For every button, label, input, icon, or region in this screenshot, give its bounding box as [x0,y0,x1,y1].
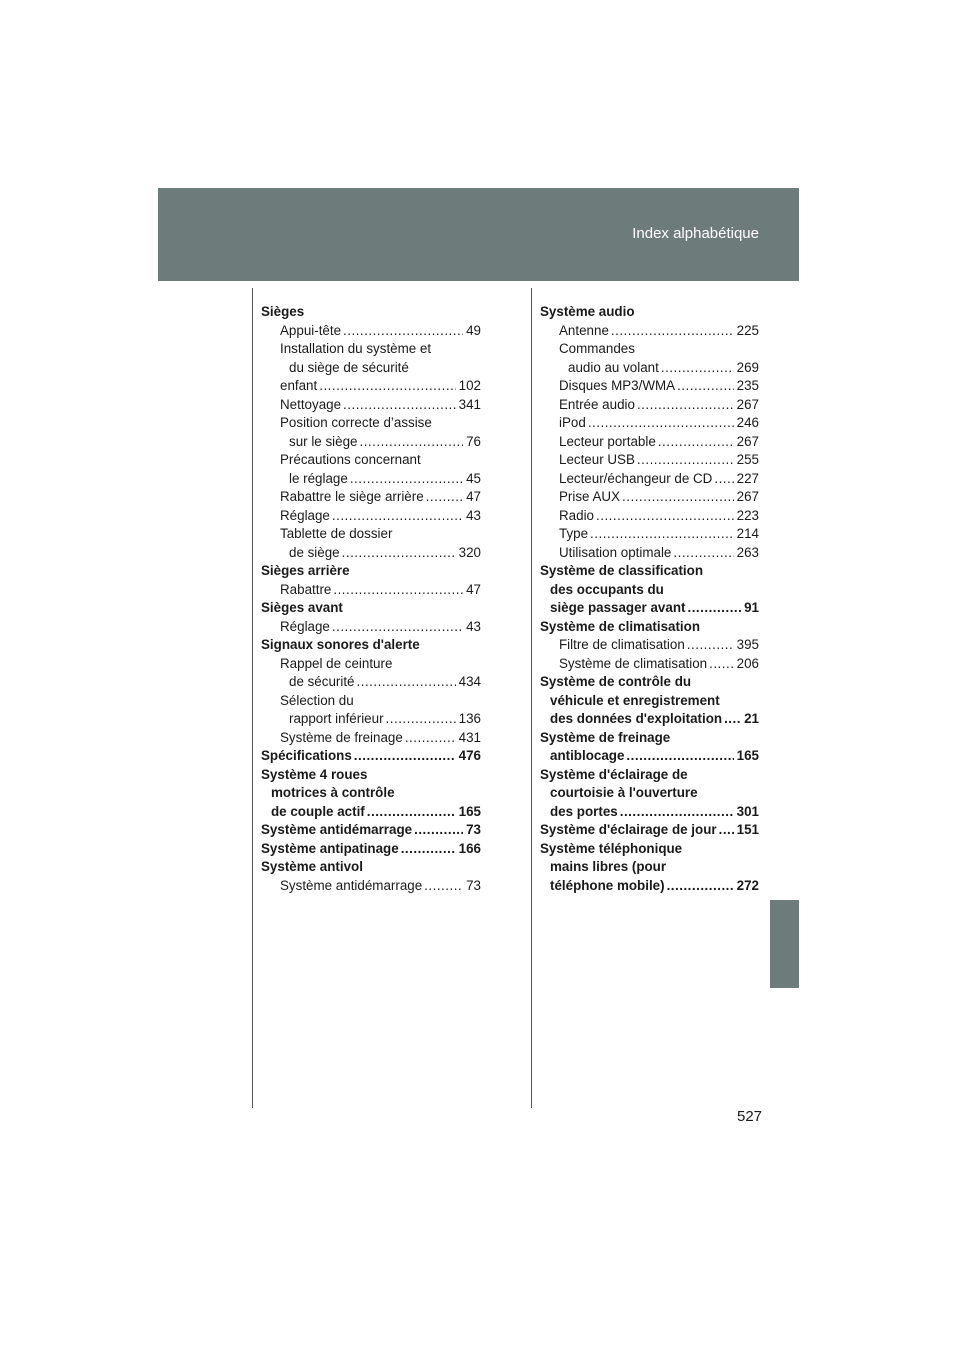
entry-page: 301 [736,803,759,819]
entry-page: 165 [458,803,481,819]
index-entry [540,821,759,840]
entry-page: 269 [736,359,759,375]
dot-leader [637,451,734,470]
entry-text: le réglage [289,470,348,486]
entry-page: 267 [736,489,759,504]
index-entry [540,525,759,544]
index-entry [261,322,481,341]
entry-page: 165 [736,748,759,763]
entry-page: 225 [736,322,759,338]
entry-page: 73 [466,822,481,837]
dot-leader [332,507,463,526]
entry-page: 246 [736,415,759,430]
index-entry [540,747,759,766]
index-heading: Système d'éclairage de [540,766,688,782]
index-entry [261,470,481,489]
dot-leader [596,507,734,526]
dot-leader [709,655,734,674]
index-heading: motrices à contrôle [271,785,395,800]
entry-page: 395 [736,637,759,652]
entry-text: Spécifications [261,748,352,763]
index-heading: Système de climatisation [540,618,701,634]
index-entry [261,377,481,396]
dot-leader [588,414,734,433]
dot-leader [611,322,734,341]
index-column-left [261,303,481,895]
index-subheading: Précautions concernant [280,452,421,467]
index-entry [540,359,759,378]
header-title: Index alphabétique [632,225,759,242]
entry-text: Appui-tête [280,322,342,338]
index-entry [261,840,481,859]
index-heading: Système de freinage [540,729,671,745]
dot-leader [405,729,456,748]
index-subheading: Sélection du [280,692,354,708]
dot-leader [414,821,463,840]
entry-page: 102 [458,378,481,393]
header-band [158,188,799,281]
entry-text: Rabattre [280,581,332,597]
index-entry [261,396,481,415]
entry-text: rapport inférieur [289,711,384,726]
index-heading: Système de contrôle du [540,674,692,689]
entry-page: 431 [458,729,481,745]
entry-page: 434 [458,674,481,689]
entry-page: 151 [736,822,759,837]
dot-leader [401,840,456,859]
dot-leader [667,877,734,896]
dot-leader [714,470,733,489]
entry-text: antiblocage [550,748,625,763]
dot-leader [357,673,456,692]
entry-text: Entrée audio [559,396,635,412]
index-entry [540,451,759,470]
entry-text: Disques MP3/WMA [559,378,676,393]
index-entry [540,396,759,415]
dot-leader [319,377,455,396]
index-entry [540,414,759,433]
index-entry [261,581,481,600]
dot-leader [333,581,463,600]
entry-text: Lecteur portable [559,433,656,449]
index-entry [540,488,759,507]
index-heading: Signaux sonores d'alerte [261,637,420,652]
entry-text: Réglage [280,618,330,634]
dot-leader [687,636,734,655]
entry-text: téléphone mobile) [550,877,665,893]
dot-leader [626,747,733,766]
index-subheading: Installation du système et [280,341,432,356]
index-heading: Système 4 roues [261,766,368,782]
dot-leader [637,396,734,415]
index-entry [261,821,481,840]
index-heading: Système de classification [540,563,703,578]
index-entry [261,507,481,526]
entry-text: des données d'exploitation [550,711,723,726]
index-heading: mains libres (pour [550,859,667,874]
index-heading: Système téléphonique [540,840,683,856]
entry-page: 21 [744,711,759,726]
entry-page: 320 [458,544,481,560]
entry-page: 263 [736,544,759,560]
dot-leader [724,710,741,729]
entry-text: Radio [559,507,594,523]
entry-text: Système de freinage [280,729,403,745]
index-entry [540,803,759,822]
entry-text: Filtre de climatisation [559,637,685,652]
entry-text: Système d'éclairage de jour [540,822,717,837]
entry-text: enfant [280,378,318,393]
section-tab [770,900,799,988]
entry-page: 476 [458,748,481,763]
entry-text: de sécurité [289,674,355,689]
entry-text: sur le siège [289,433,358,449]
entry-text: Système antidémarrage [261,822,413,837]
entry-page: 73 [466,877,481,893]
index-entry [261,747,481,766]
dot-leader [386,710,456,729]
entry-page: 267 [736,433,759,449]
index-entry [261,729,481,748]
dot-leader [687,599,741,618]
index-entry [261,877,481,896]
entry-text: Lecteur USB [559,452,635,467]
entry-page: 43 [466,618,481,634]
index-column-right [540,303,759,895]
index-subheading: Rappel de ceinture [280,655,393,671]
dot-leader [590,525,734,544]
entry-text: Utilisation optimale [559,544,672,560]
page-number: 527 [737,1108,763,1125]
dot-leader [673,544,733,563]
entry-page: 235 [736,378,759,393]
entry-text: des portes [550,803,618,819]
index-entry [540,599,759,618]
column-rule-middle [531,288,532,1108]
entry-text: audio au volant [568,359,659,375]
index-heading: Sièges arrière [261,563,350,578]
entry-page: 214 [736,526,759,541]
entry-page: 206 [736,655,759,671]
entry-page: 267 [736,396,759,412]
index-subheading: Commandes [559,341,635,356]
entry-text: siège passager avant [550,600,686,615]
entry-text: Lecteur/échangeur de CD [559,470,713,486]
dot-leader [359,433,463,452]
index-entry [540,377,759,396]
dot-leader [350,470,463,489]
entry-page: 49 [466,322,481,338]
index-entry [540,544,759,563]
index-heading: Sièges avant [261,600,343,615]
index-entry [261,673,481,692]
dot-leader [426,488,463,507]
index-heading: Système audio [540,304,635,319]
index-entry [261,433,481,452]
index-subheading: Tablette de dossier [280,526,393,541]
dot-leader [658,433,734,452]
index-heading: Système antivol [261,859,363,874]
entry-page: 223 [736,507,759,523]
dot-leader [354,747,456,766]
entry-text: de siège [289,544,340,560]
entry-page: 47 [466,581,481,597]
index-entry [261,710,481,729]
index-heading: des occupants du [550,581,664,597]
dot-leader [342,544,456,563]
entry-text: Prise AUX [559,489,621,504]
index-entry [261,544,481,563]
index-entry [261,488,481,507]
entry-text: Type [559,526,589,541]
dot-leader [367,803,456,822]
entry-text: Antenne [559,322,609,338]
entry-text: Système antipatinage [261,840,399,856]
dot-leader [719,821,734,840]
entry-text: Rabattre le siège arrière [280,489,424,504]
dot-leader [620,803,734,822]
entry-page: 272 [736,877,759,893]
entry-page: 341 [458,396,481,412]
index-entry [261,803,481,822]
entry-text: Système antidémarrage [280,877,423,893]
entry-text: Réglage [280,507,330,523]
dot-leader [343,396,456,415]
entry-page: 136 [458,711,481,726]
entry-text: Système de climatisation [559,655,708,671]
index-entry [540,507,759,526]
index-entry [261,618,481,637]
entry-text: de couple actif [271,803,365,819]
index-heading: Sièges [261,304,305,319]
index-entry [540,877,759,896]
index-entry [540,710,759,729]
dot-leader [622,488,734,507]
index-entry [540,655,759,674]
entry-page: 43 [466,507,481,523]
entry-page: 91 [744,600,759,615]
entry-page: 45 [466,470,481,486]
dot-leader [332,618,463,637]
dot-leader [343,322,463,341]
entry-text: Nettoyage [280,396,342,412]
index-entry [540,636,759,655]
index-heading: véhicule et enregistrement [550,692,720,708]
index-subheading: du siège de sécurité [289,359,409,375]
entry-page: 166 [458,840,481,856]
column-rule-left [252,288,253,1108]
dot-leader [677,377,734,396]
index-entry [540,322,759,341]
entry-page: 47 [466,489,481,504]
entry-page: 227 [736,470,759,486]
index-entry [540,470,759,489]
dot-leader [661,359,734,378]
entry-page: 255 [736,452,759,467]
index-subheading: Position correcte d’assise [280,415,432,430]
entry-text: iPod [559,415,586,430]
index-entry [540,433,759,452]
entry-page: 76 [466,433,481,449]
index-heading: courtoisie à l'ouverture [550,785,698,800]
dot-leader [424,877,463,896]
